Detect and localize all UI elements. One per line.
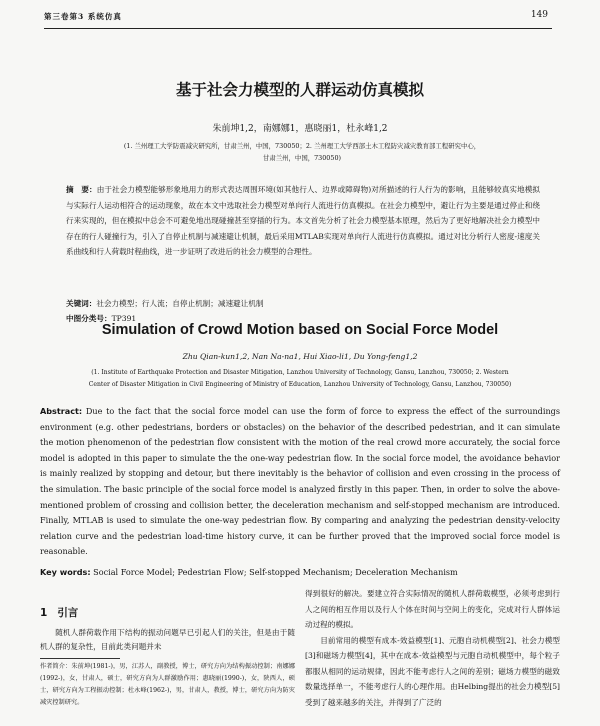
chinese-abstract-text: 由于社会力模型能够形象地用力的形式表达周围环境(如其他行人、边界或障碍物)对所描述的行人行为的影响，且能够较真实地模拟与实际行人运动相符合的运动现象，故在本文中选取社会力模型对单向行人流进行仿真模拟。在社会力模型中，避让行为主要是通过停止和绕行来实现的，但在模拟中总会不可避免地出现碰撞甚至穿插的行为。本文首先分析了社会力模型基本原理，然后为了更好地解决社会力模型中存在的行人碰撞行为，引入了自停止机制与减速避让机制，最后采用MTLAB实现对单向行人流进行仿真模拟。通过对比分析行人密度-速度关系曲线和行人荷载时程曲线，进一步证明了改进后的社会力模型的合理性。 — [66, 185, 541, 257]
chinese-affiliation-line: 甘肃兰州，中国，730050) — [262, 154, 341, 162]
chinese-keywords — [66, 297, 540, 310]
classification-value: TP391 — [111, 314, 137, 323]
classification-label: 中图分类号： — [66, 314, 112, 323]
english-affiliation-line: Center of Disaster Mitigation in Civil Engineering of Ministry of Education, Lanzhou University of Technology, Gansu, Lanzhou, 730050) — [88, 381, 512, 388]
chinese-keywords-text: 社会力模型；行人流；自停止机制；减速避让机制 — [96, 299, 264, 308]
section-heading-introduction — [40, 605, 295, 620]
chinese-title: 基于社会力模型的人群运动仿真模拟 — [175, 81, 424, 99]
english-keywords — [40, 566, 560, 579]
english-keywords-text: Social Force Model; Pedestrian Flow; Self-stopped Mechanism; Deceleration Mechanism — [93, 567, 458, 577]
section-number: 1 — [40, 607, 48, 619]
running-header: 第三卷第3 系统仿真 — [44, 12, 122, 21]
chinese-authors: 朱前坤1,2，南娜娜1，惠晓丽1，杜永峰1,2 — [212, 124, 388, 134]
section-title: 引言 — [57, 607, 79, 619]
english-abstract-label: Abstract: — [40, 406, 83, 416]
chinese-keywords-label: 关键词： — [66, 299, 97, 308]
english-affiliation-line: (1. Institute of Earthquake Protection and Disaster Mitigation, Lanzhou University of Technology, Gansu, Lanzhou, 730050; 2. Western — [91, 369, 509, 376]
author-footnote: 作者简介：朱前坤(1981-)，男，江苏人，副教授，博士，研究方向为结构振动控制；南娜娜(1992-)，女，甘肃人，硕士，研究方向为人群激励作用；惠晓丽(1990-)，女，陕西人，硕士，研究方向为工程振动控制；杜永峰(1962-)，男，甘肃人，教授，博士，研究方向为防灾减灾控制研究。 — [40, 663, 295, 706]
header-rule — [44, 28, 552, 29]
english-authors: Zhu Qian-kun1,2, Nan Na-na1, Hui Xiao-li1, Du Yong-feng1,2 — [182, 352, 418, 361]
intro-paragraph: 得到很好的解决。要建立符合实际情况的随机人群荷载模型，必须考虑到行人之间的相互作用以及行人个体在时间与空间上的变化，完成对行人群体运动过程的模拟。 — [305, 589, 560, 629]
intro-column-right — [305, 586, 560, 710]
english-abstract — [40, 404, 560, 560]
chinese-abstract-label: 摘 要： — [66, 185, 97, 194]
intro-paragraph: 目前常用的模型有成本-效益模型[1]、元胞自动机模型[2]、社会力模型[3]和磁场力模型[4]，其中在成本-效益模型与元胞自动机模型中，每个粒子都服从相同的运动规律，因此不能考虑行人之间的差别；磁场力模型的磁致数量选择单一，不能考虑行人的心理作用。由Helbing提出的社会力模型[5]受到了越来越多的关注，并得到了广泛的 — [305, 635, 560, 707]
chinese-affiliations — [92, 140, 512, 164]
page-number: 149 — [530, 10, 548, 20]
chinese-affiliation-line: (1. 兰州理工大学防震减灾研究所，甘肃兰州，中国，730050；2. 兰州理工大学西部土木工程防灾减灾教育部工程研究中心， — [123, 142, 481, 150]
english-abstract-text: Due to the fact that the social force model can use the form of force to express the effect of the surroundings environment (e.g. other pedestrians, borders or obstacles) on the behavior of the described pedestrian, and it can simulate the motion phenomenon of the pedestrian flow consistent with the motion of the real crowd more accurately, the social force model is adopted in this paper to simulate the the one-way pedestrian flow. In the social force model, the avoidance behavior is mainly realized by stopping and detour, but there inevitably is the behavior of collision and even crossing in the process of the simulation. The basic principle of the social force model is analyzed firstly in this paper. Then, in order to solve the above-mentioned problem of crossing and collision better, the deceleration mechanism and self-stopped mechanism are introduced. Finally, MTLAB is used to simulate the one-way pedestrian flow. By comparing and analyzing the pedestrian density-velocity relation curve and the pedestrian load-time history curve, it can be further proved that the improved social force model is reasonable. — [40, 406, 560, 557]
intro-paragraph-left: 随机人群荷载作用下结构的振动问题早已引起人们的关注，但是由于随机人群的复杂性，目前此类问题并未 — [40, 628, 295, 651]
footnote-rule — [40, 658, 120, 659]
english-keywords-label: Key words: — [40, 567, 91, 577]
english-affiliations — [40, 367, 560, 391]
english-title: Simulation of Crowd Motion based on Social Force Model — [101, 322, 499, 338]
chinese-abstract — [66, 182, 540, 260]
